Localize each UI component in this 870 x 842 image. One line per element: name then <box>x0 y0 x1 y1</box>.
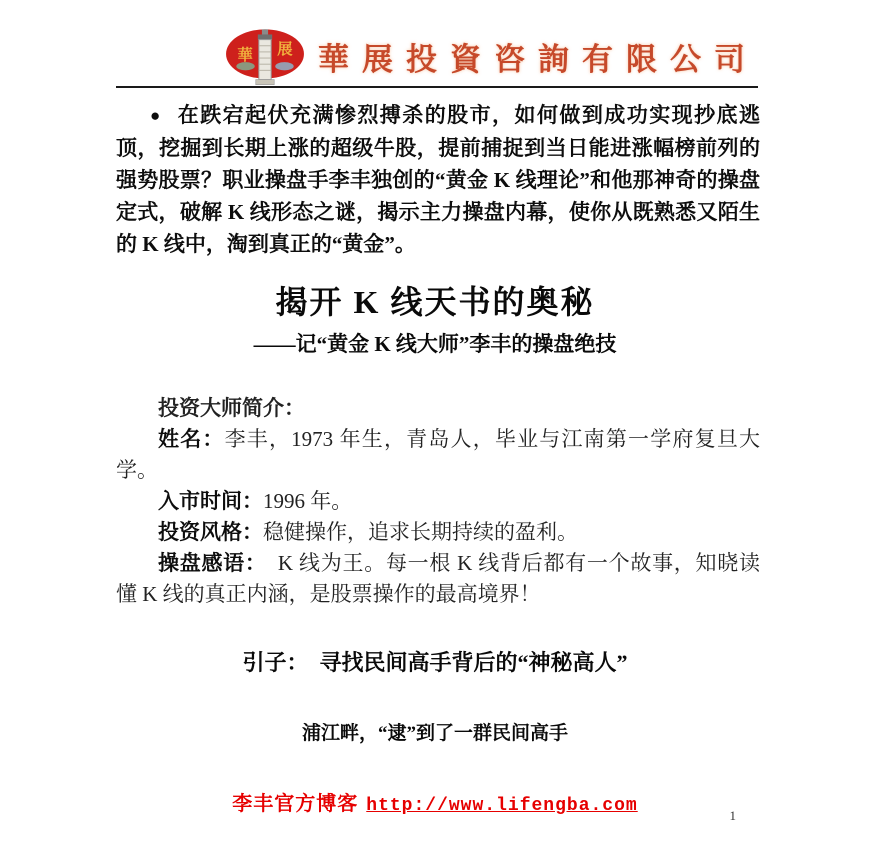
profile-item-motto <box>116 548 760 610</box>
blog-footer <box>0 787 870 816</box>
page-subtitle: ——记“黄金 K 线大师”李丰的操盘绝技 <box>253 332 617 356</box>
company-name: 華展投資咨詢有限公司 <box>318 41 758 77</box>
profile-item-motto-value: K 线为王。每一根 K 线背后都有一个故事，知晓读懂 K 线的真正内涵，是股票操作的最高境界！ <box>116 551 760 606</box>
profile-item-motto-label: 操盘感语： <box>158 551 257 575</box>
profile-section <box>116 393 760 610</box>
document-header <box>0 0 870 86</box>
page-title: 揭开 K 线天书的奥秘 <box>275 284 595 320</box>
sub-heading: 浦江畔，“逮”到了一群民间高手 <box>301 723 568 744</box>
header-divider <box>116 86 758 88</box>
profile-item-style-label: 投资风格： <box>158 520 263 544</box>
profile-item-entry-time-label: 入市时间： <box>158 489 263 513</box>
profile-item-name <box>116 424 760 486</box>
intro-text: 在跌宕起伏充满惨烈搏杀的股市，如何做到成功实现抄底逃顶，挖掘到长期上涨的超级牛股，提前捕捉到当日能进涨幅榜前列的强势股票？职业操盘手李丰独创的“黄金 K 线理论”和他那神奇的操盘定式，破解 K 线形态之谜，揭示主力操盘内幕，使你从既熟悉又陌生的 K 线中，淘到真正的“黄金”。 <box>116 103 760 256</box>
profile-item-name-label: 姓名： <box>158 427 225 451</box>
profile-heading: 投资大师简介： <box>158 396 305 420</box>
intro-paragraph <box>116 99 760 260</box>
logo-left-character: 華 <box>237 47 253 65</box>
profile-item-entry-time-value: 1996 年。 <box>263 489 353 513</box>
blog-label: 李丰官方博客 <box>232 793 359 815</box>
logo-right-character: 展 <box>277 40 293 58</box>
profile-item-style-value: 稳健操作，追求长期持续的盈利。 <box>263 520 578 544</box>
prologue-heading: 引子： 寻找民间高手背后的“神秘高人” <box>242 650 628 675</box>
company-logo-icon <box>224 26 306 86</box>
bullet-icon: ● <box>150 106 162 125</box>
profile-item-entry-time <box>116 486 760 517</box>
blog-url-link[interactable]: http://www.lifengba.com <box>366 796 638 816</box>
profile-item-name-value: 李丰，1973 年生，青岛人，毕业与江南第一学府复旦大学。 <box>116 427 761 482</box>
page-number: 1 <box>729 808 736 823</box>
profile-item-style <box>116 517 760 548</box>
